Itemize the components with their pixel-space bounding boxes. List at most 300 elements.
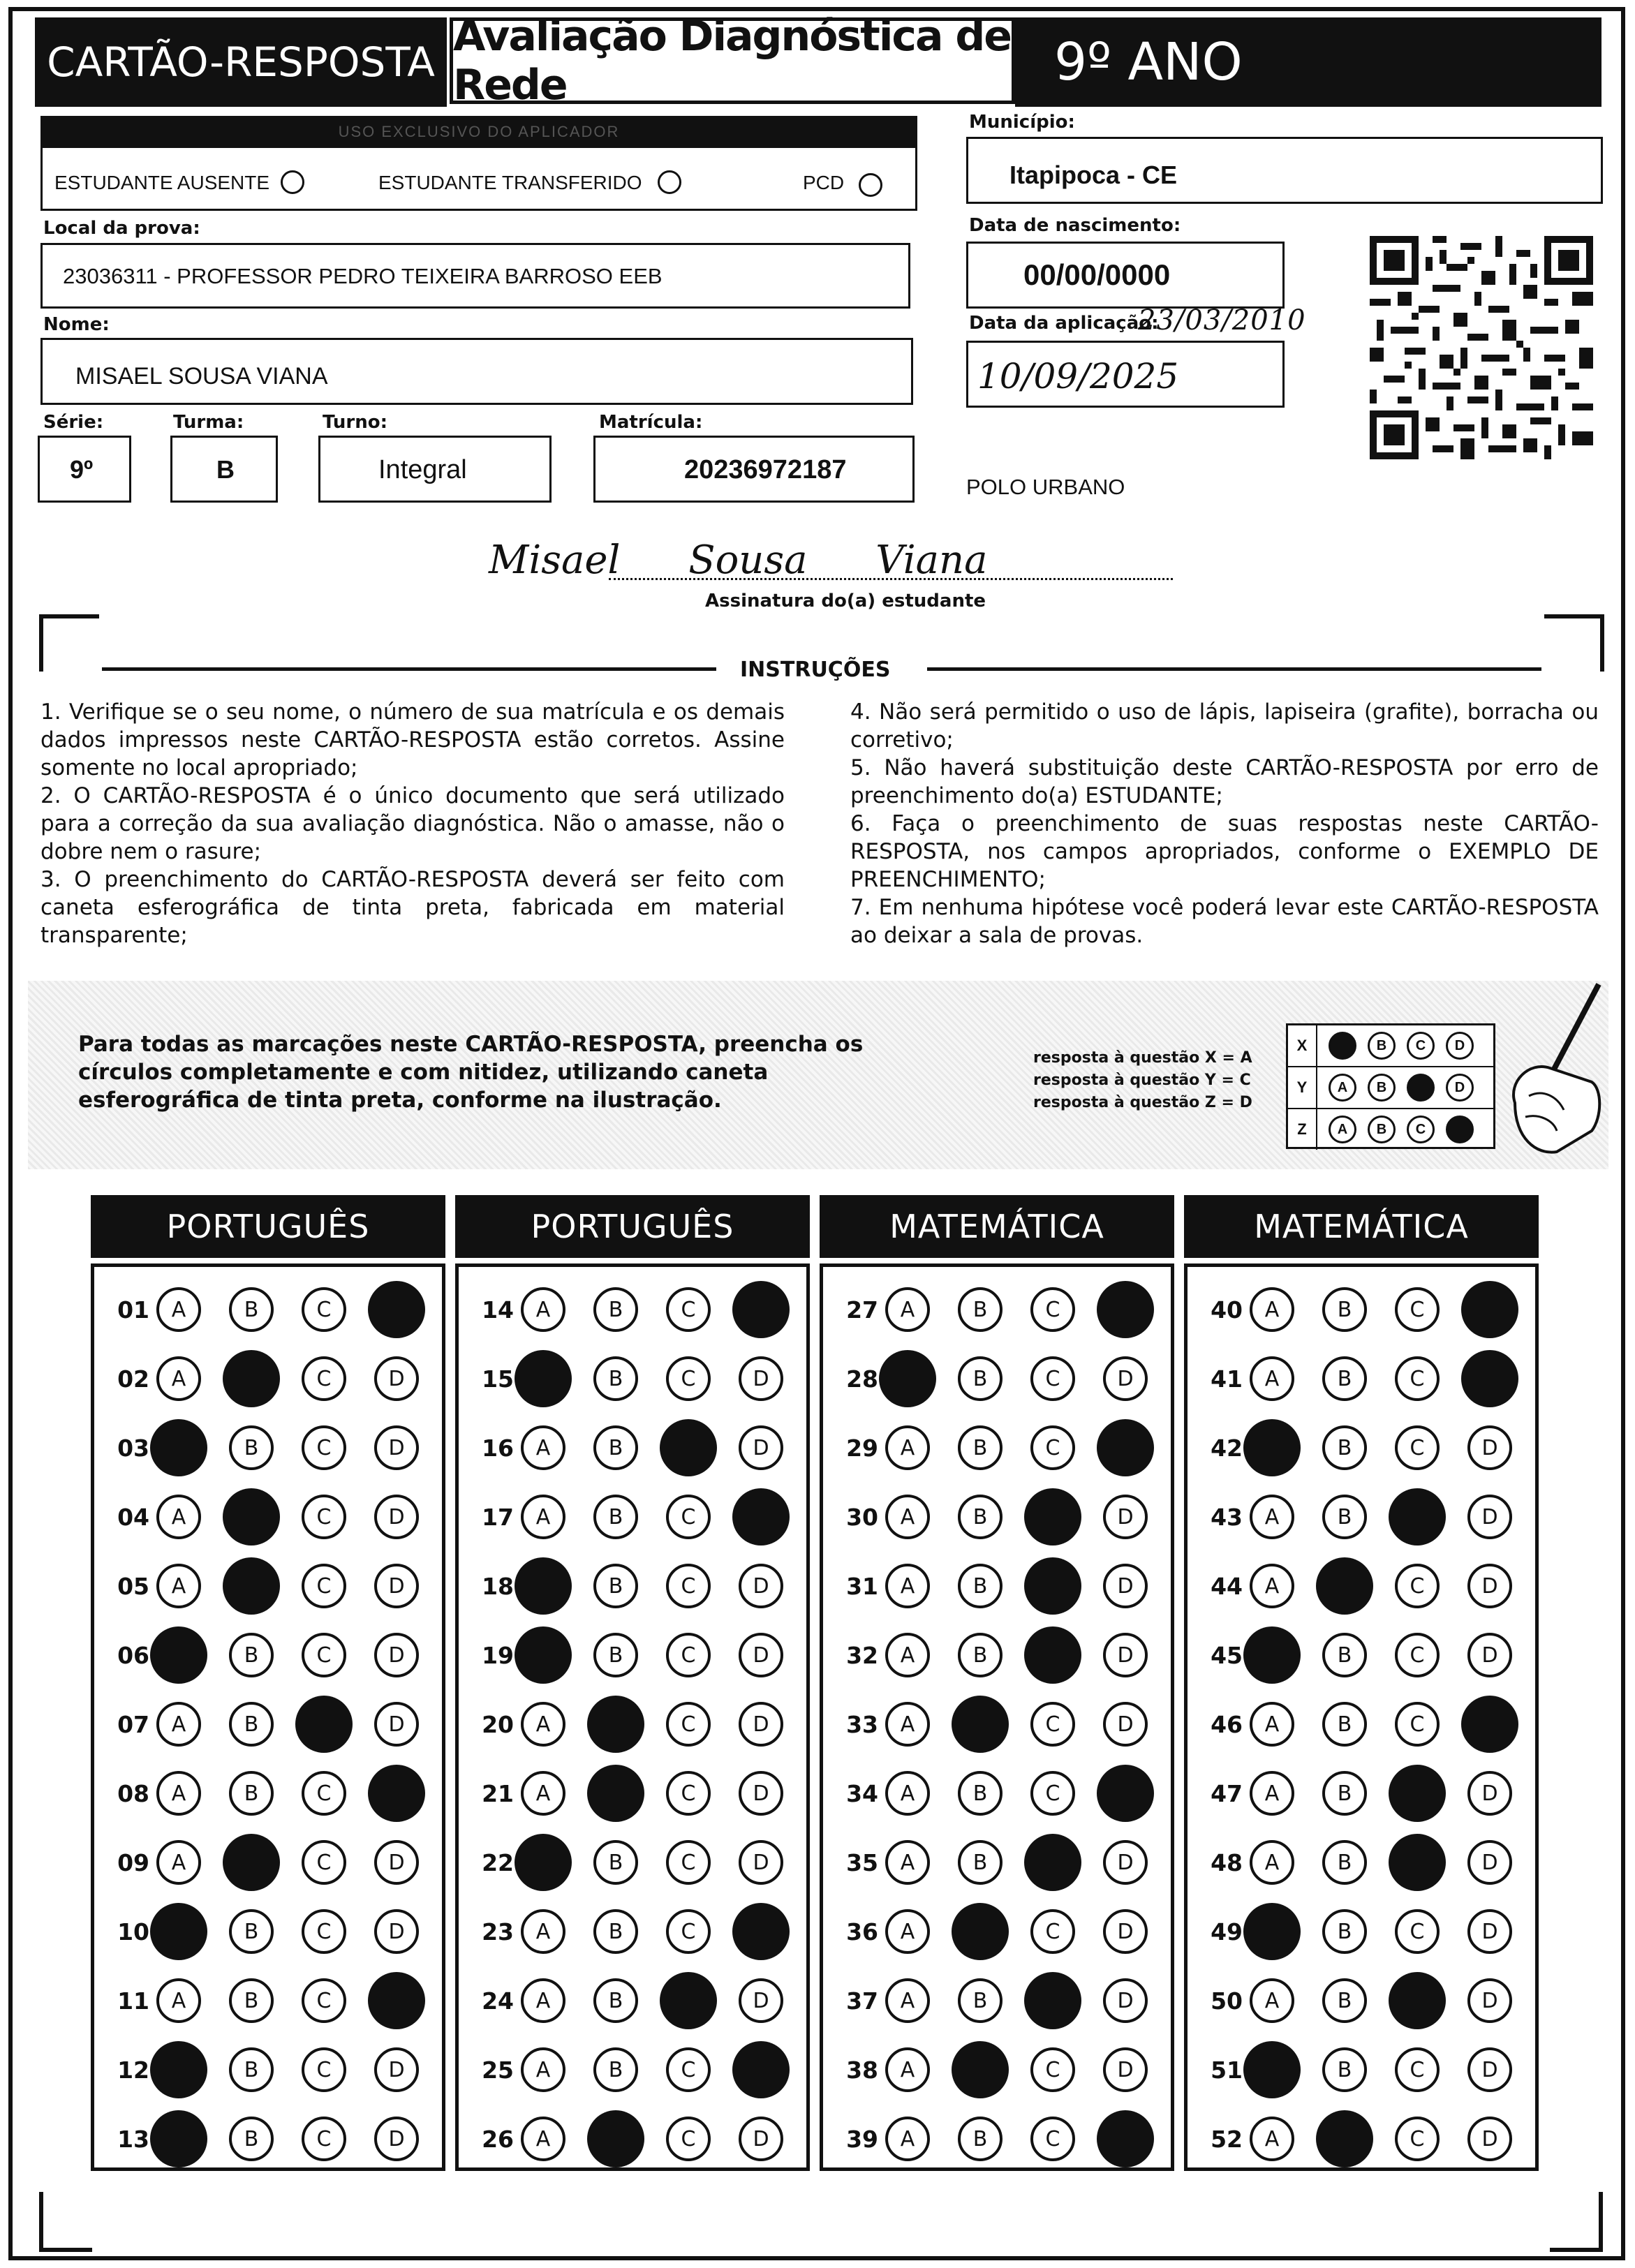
answer-bubble-d[interactable]	[732, 2041, 790, 2098]
answer-bubble-b[interactable]	[223, 1488, 280, 1546]
answer-bubble-b[interactable]: B	[593, 1909, 638, 1954]
answer-bubble-a[interactable]: A	[885, 1425, 930, 1470]
answer-bubble-b[interactable]: B	[229, 1425, 274, 1470]
question-number: 17	[482, 1503, 514, 1531]
answer-bubble-b[interactable]: B	[1322, 1633, 1367, 1677]
answer-bubble-b[interactable]	[587, 1765, 644, 1822]
answer-bubble-d[interactable]: D	[1103, 1564, 1148, 1608]
answer-bubble-c[interactable]: C	[1395, 1356, 1440, 1401]
question-number: 39	[846, 2125, 878, 2153]
answer-bubble-a[interactable]: A	[156, 1495, 201, 1539]
answer-bubble-b[interactable]: B	[1322, 1840, 1367, 1885]
answer-bubble-b[interactable]: B	[1322, 2047, 1367, 2092]
answer-bubble-b[interactable]: B	[958, 1425, 1003, 1470]
answer-bubble-b[interactable]: B	[1322, 1287, 1367, 1332]
answer-bubble-c[interactable]: C	[666, 1702, 711, 1747]
answer-bubble-b[interactable]: B	[593, 1564, 638, 1608]
answer-bubble-c[interactable]	[1024, 1834, 1081, 1891]
example-legend-x: resposta à questão X = A	[1033, 1049, 1252, 1067]
answer-row	[469, 1627, 783, 1683]
answer-bubble-c[interactable]: C	[666, 1564, 711, 1608]
question-number: 21	[482, 1779, 514, 1807]
question-number: 09	[117, 1848, 149, 1876]
answer-bubble-a[interactable]: A	[156, 1702, 201, 1747]
answer-row	[105, 1904, 419, 1959]
answer-bubble-c[interactable]: C	[1395, 1564, 1440, 1608]
answer-bubble-d[interactable]: D	[739, 1564, 783, 1608]
answer-bubble-d[interactable]: D	[1467, 1633, 1512, 1677]
example-grid	[1286, 1023, 1495, 1149]
answer-row	[469, 1282, 783, 1337]
answer-bubble-b[interactable]: B	[1322, 1909, 1367, 1954]
answer-bubble-d[interactable]: D	[739, 1840, 783, 1885]
answer-bubble-a[interactable]	[515, 1350, 572, 1407]
answer-bubble-d[interactable]	[732, 1281, 790, 1338]
answer-bubble-b[interactable]: B	[229, 1909, 274, 1954]
nome-label: Nome:	[43, 314, 110, 335]
answer-bubble-a[interactable]: A	[1250, 2117, 1294, 2161]
answer-row	[834, 1696, 1148, 1752]
answer-bubble-a[interactable]	[1243, 1903, 1301, 1960]
answer-bubble-d[interactable]: D	[374, 1633, 419, 1677]
instructions-rule-right	[927, 667, 1541, 671]
answer-bubble-d[interactable]: D	[739, 1978, 783, 2023]
answer-row	[834, 1627, 1148, 1683]
answer-bubble-c[interactable]: C	[666, 1909, 711, 1954]
answer-bubble-b[interactable]	[1316, 1557, 1373, 1615]
answer-bubble-b[interactable]	[223, 1834, 280, 1891]
answer-bubble-d[interactable]: D	[1467, 2047, 1512, 2092]
instruction-3: 3. O preenchimento do CARTÃO-RESPOSTA deverá ser feito com caneta esferográfica de tinta preta, fabricada em material transparente;	[40, 867, 785, 948]
answer-bubble-a[interactable]: A	[156, 1840, 201, 1885]
answer-bubble-d[interactable]: D	[374, 1909, 419, 1954]
answer-bubble-c[interactable]: C	[302, 1771, 346, 1816]
example-bubble	[1407, 1074, 1435, 1102]
question-number: 47	[1211, 1779, 1243, 1807]
answer-bubble-c[interactable]: C	[302, 1909, 346, 1954]
answer-bubble-c[interactable]: C	[666, 2047, 711, 2092]
answer-bubble-c[interactable]: C	[1030, 1425, 1075, 1470]
question-number: 27	[846, 1296, 878, 1324]
answer-bubble-b[interactable]: B	[229, 1287, 274, 1332]
absent-checkbox[interactable]	[281, 170, 304, 194]
answer-bubble-b[interactable]	[587, 1696, 644, 1753]
answer-bubble-b[interactable]: B	[1322, 1978, 1367, 2023]
answer-bubble-d[interactable]: D	[374, 1425, 419, 1470]
answer-bubble-c[interactable]: C	[1395, 2117, 1440, 2161]
answer-bubble-a[interactable]	[1243, 2041, 1301, 2098]
answer-bubble-b[interactable]: B	[958, 1633, 1003, 1677]
answer-bubble-a[interactable]: A	[885, 1287, 930, 1332]
grade-title: 9º ANO	[1015, 17, 1601, 107]
answer-bubble-a[interactable]: A	[885, 1978, 930, 2023]
answer-bubble-d[interactable]: D	[739, 2117, 783, 2161]
answer-row	[1198, 1489, 1512, 1545]
answer-bubble-c[interactable]: C	[666, 1840, 711, 1885]
answer-bubble-b[interactable]: B	[593, 1633, 638, 1677]
answer-bubble-b[interactable]: B	[1322, 1425, 1367, 1470]
answer-bubble-d[interactable]: D	[1467, 1840, 1512, 1885]
answer-bubble-b[interactable]: B	[229, 2047, 274, 2092]
example-bubble: D	[1446, 1032, 1474, 1060]
answer-bubble-c[interactable]: C	[1030, 1702, 1075, 1747]
answer-bubble-d[interactable]	[1097, 1419, 1154, 1476]
nome-value: MISAEL SOUSA VIANA	[75, 363, 328, 390]
answer-bubble-a[interactable]: A	[885, 1702, 930, 1747]
answer-bubble-d[interactable]: D	[1467, 1771, 1512, 1816]
answer-bubble-b[interactable]: B	[593, 2047, 638, 2092]
answer-bubble-a[interactable]: A	[521, 2047, 565, 2092]
answer-bubble-d[interactable]: D	[1103, 1840, 1148, 1885]
answer-bubble-b[interactable]: B	[593, 1425, 638, 1470]
answer-row	[469, 2042, 783, 2098]
answer-row	[469, 1351, 783, 1407]
answer-row	[1198, 2042, 1512, 2098]
matricula-value: 20236972187	[684, 455, 847, 484]
answer-bubble-a[interactable]: A	[885, 1840, 930, 1885]
answer-bubble-c[interactable]: C	[302, 1633, 346, 1677]
answer-bubble-a[interactable]: A	[885, 2117, 930, 2161]
answer-bubble-b[interactable]: B	[593, 1840, 638, 1885]
question-number: 15	[482, 1365, 514, 1393]
answer-bubble-c[interactable]	[1024, 1488, 1081, 1546]
answer-bubble-d[interactable]: D	[1467, 1909, 1512, 1954]
answer-bubble-a[interactable]	[150, 2041, 207, 2098]
answer-bubble-a[interactable]	[1243, 1419, 1301, 1476]
question-number: 07	[117, 1710, 149, 1738]
answer-bubble-c[interactable]: C	[1030, 1287, 1075, 1332]
answer-bubble-d[interactable]: D	[374, 1495, 419, 1539]
question-number: 26	[482, 2125, 514, 2153]
answer-bubble-d[interactable]	[1097, 1765, 1154, 1822]
answer-bubble-d[interactable]: D	[374, 2117, 419, 2161]
example-bubble	[1446, 1116, 1474, 1143]
answer-bubble-a[interactable]: A	[1250, 1702, 1294, 1747]
example-legend	[1033, 1047, 1252, 1114]
answer-bubble-a[interactable]	[879, 1350, 936, 1407]
answer-bubble-c[interactable]: C	[666, 1771, 711, 1816]
answer-bubble-c[interactable]: C	[666, 1495, 711, 1539]
municipio-value: Itapipoca - CE	[1009, 161, 1178, 189]
answer-bubble-c[interactable]: C	[302, 1564, 346, 1608]
answer-bubble-b[interactable]: B	[1322, 1495, 1367, 1539]
answer-bubble-c[interactable]	[1024, 1626, 1081, 1684]
turno-value: Integral	[378, 455, 467, 484]
answer-bubble-d[interactable]: D	[1467, 1564, 1512, 1608]
answer-bubble-d[interactable]: D	[374, 1840, 419, 1885]
answer-bubble-d[interactable]: D	[374, 1564, 419, 1608]
answer-bubble-c[interactable]: C	[302, 1356, 346, 1401]
answer-bubble-b[interactable]: B	[958, 1840, 1003, 1885]
answer-bubble-c[interactable]: C	[1395, 1633, 1440, 1677]
answer-bubble-c[interactable]: C	[302, 1287, 346, 1332]
qr-code	[1370, 236, 1593, 459]
answer-bubble-c[interactable]: C	[666, 1287, 711, 1332]
serie-label: Série:	[43, 412, 104, 433]
answer-bubble-b[interactable]: B	[1322, 1356, 1367, 1401]
answer-bubble-a[interactable]	[150, 1419, 207, 1476]
answer-bubble-c[interactable]: C	[1395, 1287, 1440, 1332]
answer-bubble-a[interactable]: A	[521, 1702, 565, 1747]
question-number: 06	[117, 1641, 149, 1669]
answer-bubble-a[interactable]: A	[156, 1287, 201, 1332]
question-number: 29	[846, 1434, 878, 1462]
answer-bubble-b[interactable]: B	[958, 1495, 1003, 1539]
answer-bubble-a[interactable]: A	[885, 1564, 930, 1608]
answer-bubble-a[interactable]: A	[521, 1909, 565, 1954]
answer-bubble-d[interactable]: D	[739, 1702, 783, 1747]
answer-bubble-c[interactable]	[660, 1972, 717, 2029]
answer-bubble-c[interactable]: C	[302, 1425, 346, 1470]
applicator-bar: USO EXCLUSIVO DO APLICADOR	[40, 116, 917, 148]
answer-bubble-a[interactable]: A	[521, 1425, 565, 1470]
answer-bubble-d[interactable]	[368, 1281, 425, 1338]
question-number: 41	[1211, 1365, 1243, 1393]
answer-row	[105, 1765, 419, 1821]
question-number: 31	[846, 1572, 878, 1600]
answer-row	[1198, 1835, 1512, 1890]
absent-label: ESTUDANTE AUSENTE	[54, 172, 270, 193]
question-number: 30	[846, 1503, 878, 1531]
answer-bubble-a[interactable]: A	[1250, 1978, 1294, 2023]
answer-bubble-b[interactable]: B	[1322, 1771, 1367, 1816]
question-number: 08	[117, 1779, 149, 1807]
answer-bubble-b[interactable]	[1316, 2110, 1373, 2167]
question-number: 12	[117, 2056, 149, 2084]
answer-bubble-a[interactable]	[515, 1834, 572, 1891]
turno-label: Turno:	[323, 412, 387, 433]
answer-bubble-c[interactable]: C	[1395, 2047, 1440, 2092]
question-number: 45	[1211, 1641, 1243, 1669]
answer-bubble-a[interactable]: A	[156, 1978, 201, 2023]
answer-bubble-a[interactable]: A	[1250, 1287, 1294, 1332]
answer-bubble-d[interactable]: D	[739, 1356, 783, 1401]
example-bubble: A	[1329, 1074, 1356, 1102]
answer-bubble-a[interactable]: A	[156, 1564, 201, 1608]
answer-bubble-a[interactable]: A	[1250, 1840, 1294, 1885]
answer-bubble-a[interactable]: A	[885, 2047, 930, 2092]
answer-bubble-a[interactable]	[515, 1557, 572, 1615]
answer-bubble-b[interactable]: B	[958, 1356, 1003, 1401]
answer-bubble-d[interactable]: D	[1467, 1425, 1512, 1470]
answer-row	[1198, 1696, 1512, 1752]
answer-row	[1198, 1973, 1512, 2029]
question-number: 48	[1211, 1848, 1243, 1876]
question-number: 03	[117, 1434, 149, 1462]
answer-bubble-d[interactable]: D	[1103, 2047, 1148, 2092]
question-number: 20	[482, 1710, 514, 1738]
answer-bubble-c[interactable]: C	[302, 1495, 346, 1539]
example-row	[1288, 1109, 1493, 1150]
answer-bubble-c[interactable]: C	[666, 2117, 711, 2161]
answer-bubble-d[interactable]: D	[1103, 1978, 1148, 2023]
answer-bubble-a[interactable]: A	[885, 1771, 930, 1816]
answer-bubble-d[interactable]	[732, 1903, 790, 1960]
answer-bubble-a[interactable]: A	[156, 1356, 201, 1401]
answer-bubble-a[interactable]	[1243, 1626, 1301, 1684]
answer-bubble-b[interactable]: B	[593, 1356, 638, 1401]
answer-bubble-c[interactable]	[1389, 1488, 1446, 1546]
answer-bubble-c[interactable]: C	[1395, 1909, 1440, 1954]
answer-bubble-b[interactable]	[223, 1557, 280, 1615]
answer-bubble-a[interactable]: A	[521, 1495, 565, 1539]
answer-bubble-b[interactable]	[952, 2041, 1009, 2098]
answer-row	[834, 1282, 1148, 1337]
answer-bubble-d[interactable]: D	[1103, 1633, 1148, 1677]
answer-bubble-d[interactable]: D	[739, 1425, 783, 1470]
answer-bubble-d[interactable]	[1461, 1350, 1518, 1407]
answer-bubble-b[interactable]: B	[958, 1287, 1003, 1332]
answer-bubble-b[interactable]: B	[593, 1978, 638, 2023]
answer-bubble-a[interactable]: A	[885, 1495, 930, 1539]
answer-bubble-c[interactable]: C	[1030, 2117, 1075, 2161]
answer-bubble-c[interactable]	[1024, 1972, 1081, 2029]
answer-bubble-c[interactable]: C	[302, 2047, 346, 2092]
answer-bubble-b[interactable]	[223, 1350, 280, 1407]
answer-bubble-c[interactable]: C	[302, 2117, 346, 2161]
answer-bubble-b[interactable]: B	[958, 1978, 1003, 2023]
answer-bubble-a[interactable]	[150, 1626, 207, 1684]
answer-bubble-d[interactable]: D	[1103, 1702, 1148, 1747]
answer-bubble-d[interactable]	[1461, 1281, 1518, 1338]
question-number: 19	[482, 1641, 514, 1669]
pcd-label: PCD	[803, 172, 845, 193]
example-question-label: Z	[1288, 1109, 1317, 1150]
pcd-checkbox[interactable]	[859, 173, 882, 197]
answer-bubble-d[interactable]: D	[374, 1702, 419, 1747]
corner-bottom-right	[1550, 2192, 1603, 2252]
transferred-checkbox[interactable]	[658, 170, 681, 194]
answer-bubble-c[interactable]: C	[1030, 1771, 1075, 1816]
answer-bubble-b[interactable]: B	[593, 1495, 638, 1539]
answer-bubble-b[interactable]	[952, 1903, 1009, 1960]
answer-bubble-d[interactable]	[1461, 1696, 1518, 1753]
answer-bubble-a[interactable]: A	[1250, 1771, 1294, 1816]
answer-bubble-a[interactable]: A	[521, 1287, 565, 1332]
answer-bubble-d[interactable]: D	[1467, 1978, 1512, 2023]
instructions-rule-left	[102, 667, 716, 671]
answer-bubble-d[interactable]	[368, 1765, 425, 1822]
answer-bubble-a[interactable]: A	[1250, 1356, 1294, 1401]
example-bubble: B	[1368, 1032, 1396, 1060]
question-number: 44	[1211, 1572, 1243, 1600]
answer-bubble-d[interactable]: D	[374, 1356, 419, 1401]
answer-bubble-d[interactable]: D	[1467, 2117, 1512, 2161]
answer-bubble-a[interactable]: A	[156, 1771, 201, 1816]
example-bubble: B	[1368, 1116, 1396, 1143]
answer-bubble-d[interactable]: D	[1103, 1495, 1148, 1539]
answer-bubble-c[interactable]	[1389, 1765, 1446, 1822]
answer-bubble-d[interactable]	[1097, 1281, 1154, 1338]
answer-bubble-b[interactable]: B	[229, 1978, 274, 2023]
instruction-4: 4. Não será permitido o uso de lápis, lapiseira (grafite), borracha ou corretivo;	[850, 699, 1599, 753]
question-number: 25	[482, 2056, 514, 2084]
answer-bubble-a[interactable]	[515, 1626, 572, 1684]
instruction-2: 2. O CARTÃO-RESPOSTA é o único documento que será utilizado para a correção da sua avaliação diagnóstica. Não o amasse, não o dobre nem o rasure;	[40, 783, 785, 864]
answer-bubble-b[interactable]: B	[958, 1771, 1003, 1816]
answer-bubble-d[interactable]: D	[739, 1771, 783, 1816]
answer-row	[469, 1489, 783, 1545]
question-number: 49	[1211, 1918, 1243, 1945]
instruction-1: 1. Verifique se o seu nome, o número de sua matrícula e os demais dados impressos neste CARTÃO-RESPOSTA estão corretos. Assine somente no local apropriado;	[40, 699, 785, 780]
answer-row	[105, 1973, 419, 2029]
answer-bubble-d[interactable]: D	[739, 1633, 783, 1677]
answer-row	[105, 1420, 419, 1476]
answer-bubble-b[interactable]: B	[958, 2117, 1003, 2161]
answer-bubble-b[interactable]	[952, 1696, 1009, 1753]
answer-bubble-b[interactable]	[587, 2110, 644, 2167]
answer-bubble-b[interactable]: B	[229, 2117, 274, 2161]
answer-bubble-a[interactable]: A	[1250, 1495, 1294, 1539]
answer-bubble-c[interactable]: C	[666, 1356, 711, 1401]
answer-bubble-c[interactable]	[1389, 1972, 1446, 2029]
answer-bubble-d[interactable]	[368, 1972, 425, 2029]
answer-bubble-b[interactable]: B	[958, 1564, 1003, 1608]
answer-bubble-d[interactable]: D	[1103, 1909, 1148, 1954]
question-number: 11	[117, 1987, 149, 2015]
instruction-6: 6. Faça o preenchimento de suas respostas neste CARTÃO-RESPOSTA, nos campos apropriados, conforme o EXEMPLO DE PREENCHIMENTO;	[850, 811, 1599, 892]
answer-bubble-a[interactable]	[150, 1903, 207, 1960]
question-number: 52	[1211, 2125, 1243, 2153]
answer-bubble-c[interactable]	[1389, 1834, 1446, 1891]
column-header: PORTUGUÊS	[455, 1195, 810, 1258]
answer-bubble-c[interactable]: C	[1030, 1909, 1075, 1954]
answer-bubble-c[interactable]: C	[302, 1978, 346, 2023]
nascimento-value: 00/00/0000	[1023, 258, 1171, 291]
answer-bubble-d[interactable]: D	[374, 2047, 419, 2092]
answer-bubble-c[interactable]: C	[666, 1633, 711, 1677]
answer-row	[834, 1558, 1148, 1614]
column-header: MATEMÁTICA	[820, 1195, 1174, 1258]
answer-bubble-b[interactable]: B	[229, 1771, 274, 1816]
transferred-label: ESTUDANTE TRANSFERIDO	[378, 172, 642, 193]
question-number: 22	[482, 1848, 514, 1876]
question-number: 18	[482, 1572, 514, 1600]
corner-bottom-left	[39, 2192, 92, 2252]
answer-bubble-a[interactable]: A	[885, 1909, 930, 1954]
answer-bubble-a[interactable]: A	[521, 1771, 565, 1816]
answer-bubble-d[interactable]: D	[1103, 1356, 1148, 1401]
answer-bubble-a[interactable]	[150, 2110, 207, 2167]
example-question-label: X	[1288, 1025, 1317, 1066]
answer-bubble-b[interactable]: B	[1322, 1702, 1367, 1747]
answer-bubble-c[interactable]	[660, 1419, 717, 1476]
answer-bubble-c[interactable]: C	[1395, 1702, 1440, 1747]
example-text: Para todas as marcações neste CARTÃO-RESPOSTA, preencha os círculos completamente e com nitidez, utilizando caneta esferográfica de tinta preta, conforme na ilustração.	[78, 1032, 864, 1113]
answer-row	[105, 2111, 419, 2167]
answer-bubble-c[interactable]: C	[1030, 1356, 1075, 1401]
answer-bubble-b[interactable]: B	[229, 1633, 274, 1677]
answer-bubble-d[interactable]	[732, 1488, 790, 1546]
answer-bubble-c[interactable]: C	[302, 1840, 346, 1885]
answer-bubble-d[interactable]	[1097, 2110, 1154, 2167]
question-number: 35	[846, 1848, 878, 1876]
answer-bubble-a[interactable]: A	[521, 2117, 565, 2161]
answer-bubble-c[interactable]	[295, 1696, 353, 1753]
answer-bubble-b[interactable]: B	[229, 1702, 274, 1747]
answer-bubble-a[interactable]: A	[1250, 1564, 1294, 1608]
polo-label: POLO URBANO	[966, 475, 1125, 499]
answer-bubble-b[interactable]: B	[593, 1287, 638, 1332]
answer-bubble-c[interactable]: C	[1395, 1425, 1440, 1470]
question-number: 34	[846, 1779, 878, 1807]
answer-bubble-a[interactable]: A	[521, 1978, 565, 2023]
answer-bubble-c[interactable]: C	[1030, 2047, 1075, 2092]
example-legend-z: resposta à questão Z = D	[1033, 1094, 1252, 1111]
answer-bubble-c[interactable]	[1024, 1557, 1081, 1615]
answer-bubble-a[interactable]: A	[885, 1633, 930, 1677]
answer-bubble-d[interactable]: D	[1467, 1495, 1512, 1539]
